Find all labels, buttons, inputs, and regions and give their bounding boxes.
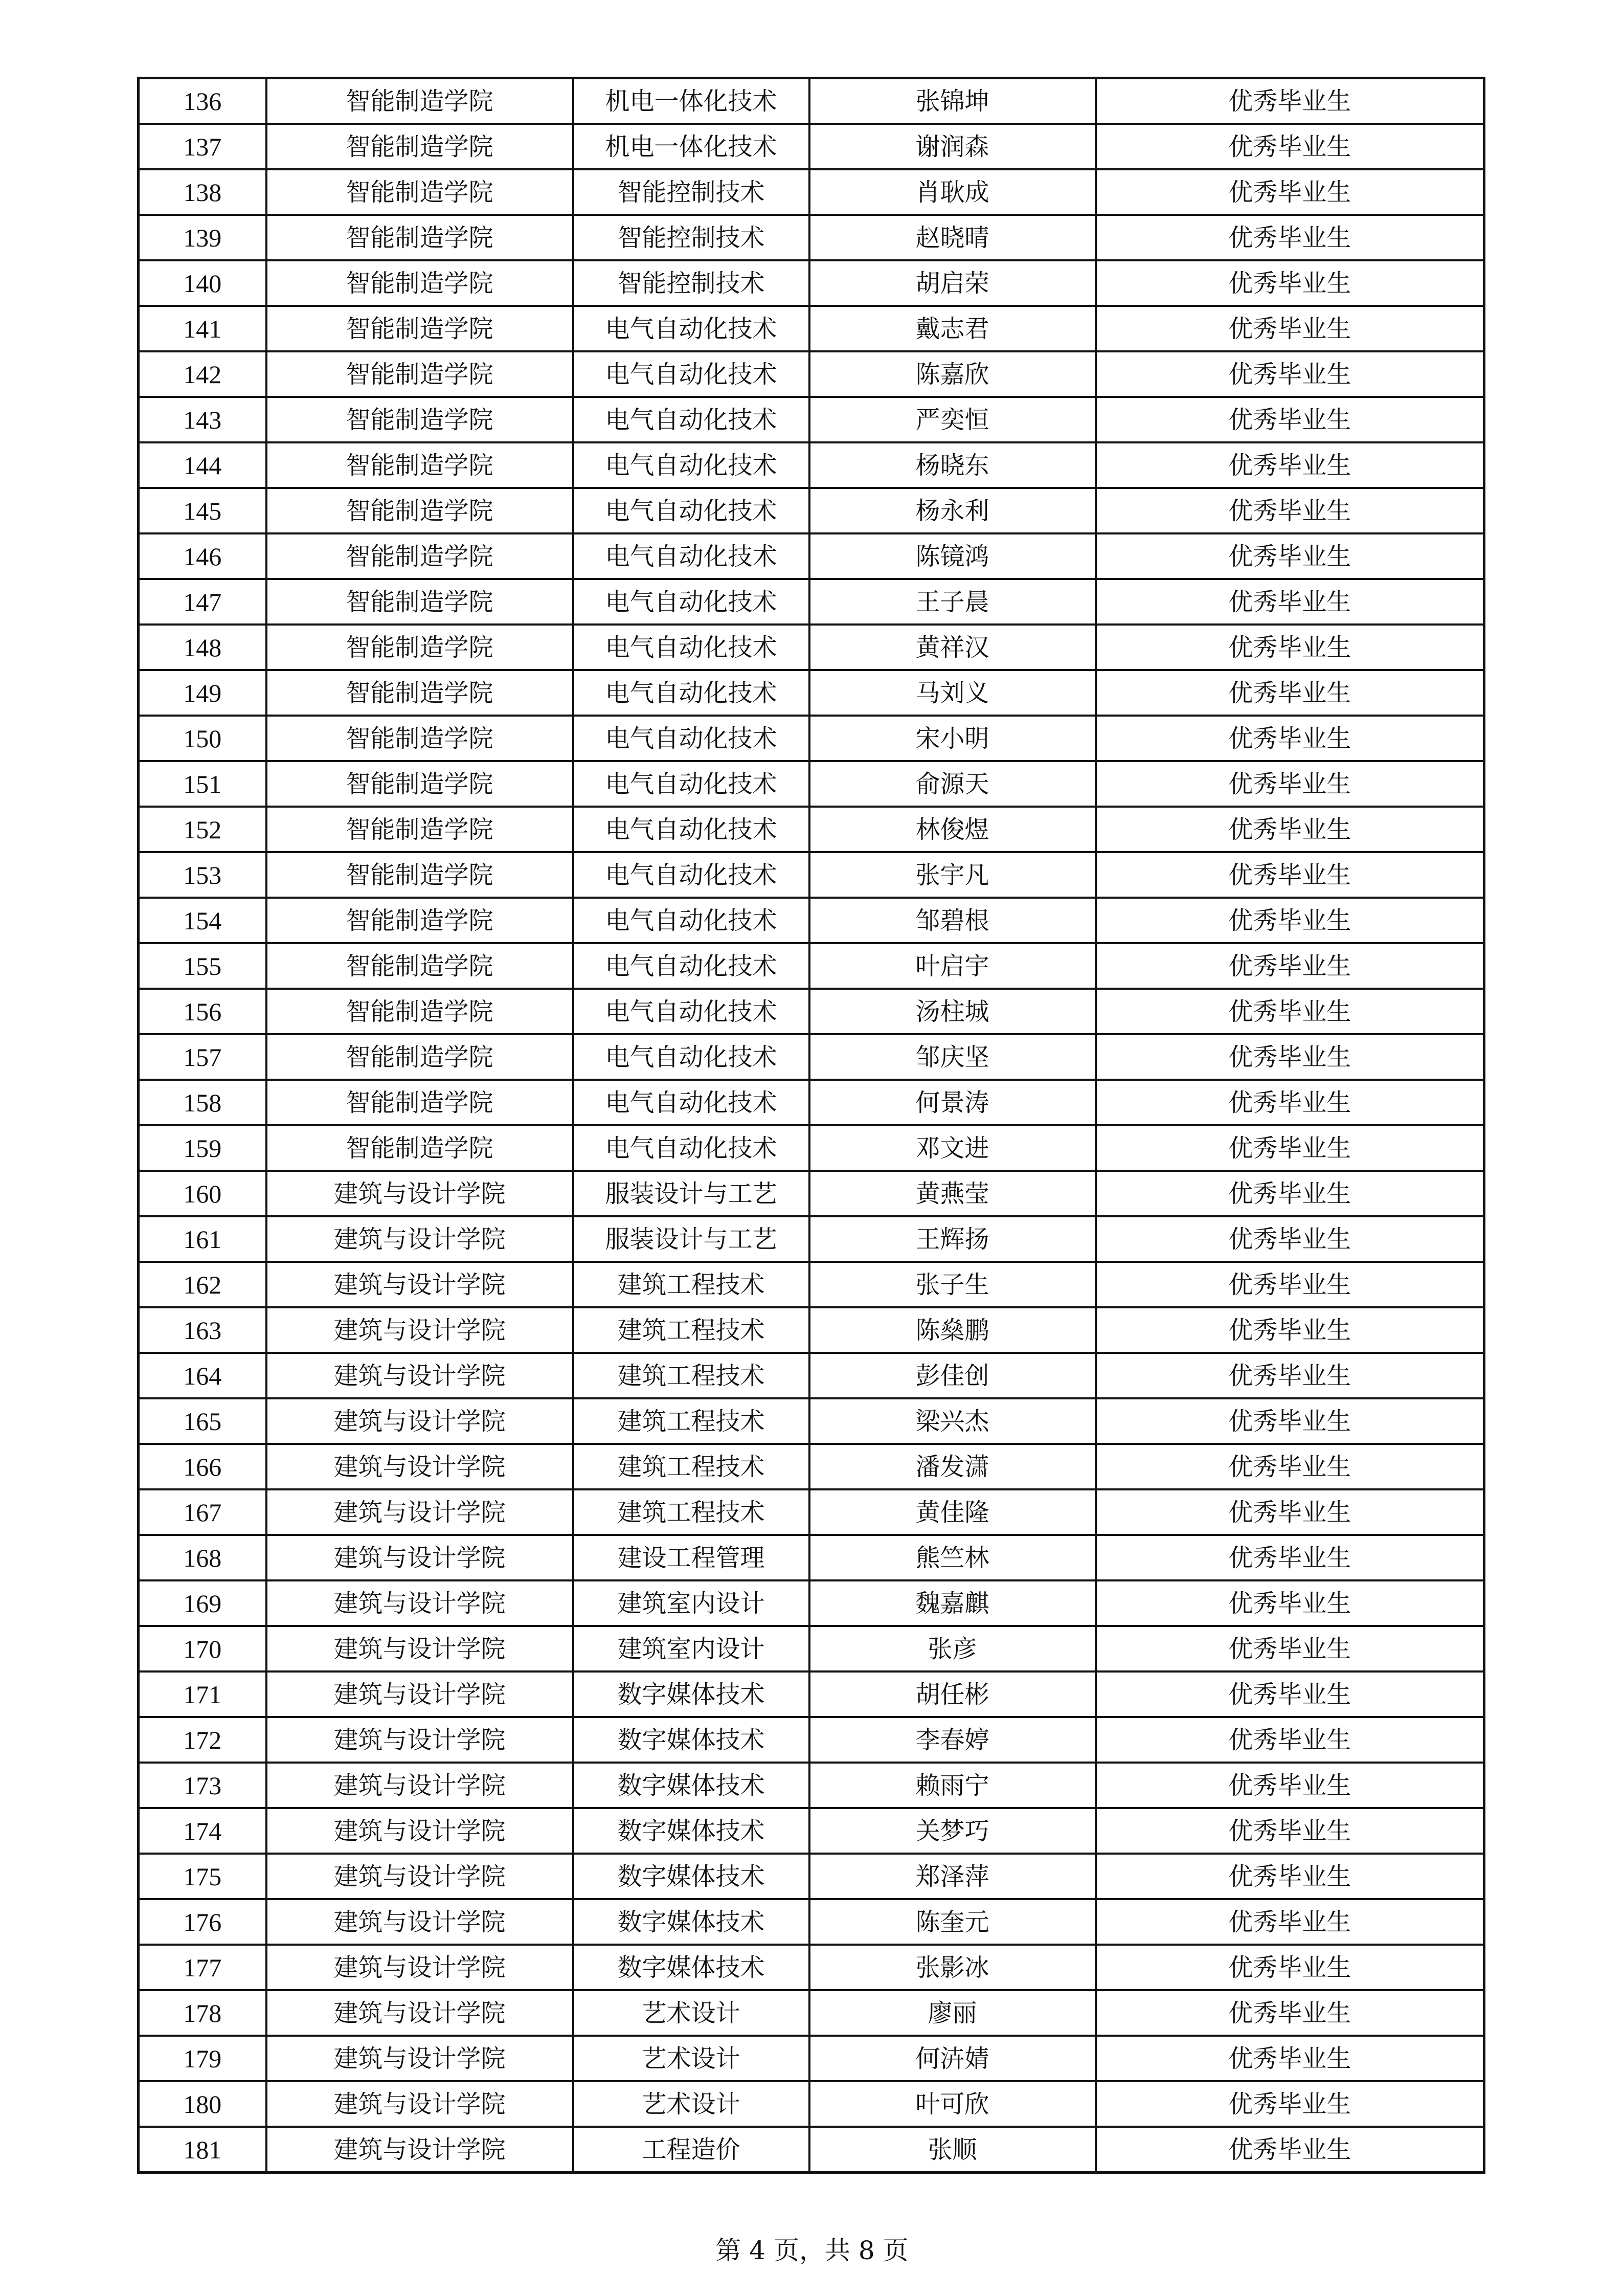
college-cell: 建筑与设计学院 bbox=[266, 1854, 573, 1899]
row-number-cell: 136 bbox=[139, 78, 266, 124]
major-cell: 电气自动化技术 bbox=[573, 989, 809, 1034]
major-cell: 建筑工程技术 bbox=[573, 1353, 809, 1398]
row-number-cell: 141 bbox=[139, 306, 266, 351]
row-number-cell: 181 bbox=[139, 2127, 266, 2173]
honor-cell: 优秀毕业生 bbox=[1096, 1307, 1484, 1353]
table-row bbox=[139, 1171, 1484, 1216]
table-row bbox=[139, 1535, 1484, 1580]
honor-cell: 优秀毕业生 bbox=[1096, 1216, 1484, 1262]
student-name-cell: 杨晓东 bbox=[809, 442, 1096, 488]
college-cell: 智能制造学院 bbox=[266, 761, 573, 807]
honor-cell: 优秀毕业生 bbox=[1096, 1080, 1484, 1125]
honor-cell: 优秀毕业生 bbox=[1096, 1535, 1484, 1580]
table-row bbox=[139, 488, 1484, 533]
college-cell: 建筑与设计学院 bbox=[266, 1307, 573, 1353]
table-body bbox=[139, 78, 1484, 2173]
table-row bbox=[139, 1717, 1484, 1763]
footer-suffix: 页 bbox=[874, 2236, 909, 2265]
major-cell: 电气自动化技术 bbox=[573, 1034, 809, 1080]
major-cell: 数字媒体技术 bbox=[573, 1808, 809, 1854]
footer-middle: 页，共 bbox=[765, 2236, 859, 2265]
college-cell: 建筑与设计学院 bbox=[266, 1489, 573, 1535]
table-row bbox=[139, 1125, 1484, 1171]
major-cell: 电气自动化技术 bbox=[573, 1125, 809, 1171]
major-cell: 建筑工程技术 bbox=[573, 1489, 809, 1535]
row-number-cell: 178 bbox=[139, 1990, 266, 2036]
college-cell: 建筑与设计学院 bbox=[266, 1171, 573, 1216]
table-row bbox=[139, 1945, 1484, 1990]
student-name-cell: 王子晨 bbox=[809, 579, 1096, 625]
college-cell: 智能制造学院 bbox=[266, 1125, 573, 1171]
major-cell: 服装设计与工艺 bbox=[573, 1171, 809, 1216]
college-cell: 建筑与设计学院 bbox=[266, 1945, 573, 1990]
student-name-cell: 何泋婧 bbox=[809, 2036, 1096, 2081]
student-name-cell: 张子生 bbox=[809, 1262, 1096, 1307]
row-number-cell: 142 bbox=[139, 351, 266, 397]
table-row bbox=[139, 78, 1484, 124]
row-number-cell: 163 bbox=[139, 1307, 266, 1353]
student-name-cell: 叶可欣 bbox=[809, 2081, 1096, 2127]
table-row bbox=[139, 1671, 1484, 1717]
major-cell: 电气自动化技术 bbox=[573, 716, 809, 761]
table-row bbox=[139, 761, 1484, 807]
student-name-cell: 杨永利 bbox=[809, 488, 1096, 533]
table-row bbox=[139, 2127, 1484, 2173]
major-cell: 服装设计与工艺 bbox=[573, 1216, 809, 1262]
graduate-list-table bbox=[137, 77, 1485, 2174]
college-cell: 智能制造学院 bbox=[266, 943, 573, 989]
table-row bbox=[139, 1034, 1484, 1080]
table-row bbox=[139, 1080, 1484, 1125]
college-cell: 智能制造学院 bbox=[266, 124, 573, 169]
major-cell: 机电一体化技术 bbox=[573, 78, 809, 124]
honor-cell: 优秀毕业生 bbox=[1096, 1899, 1484, 1945]
honor-cell: 优秀毕业生 bbox=[1096, 989, 1484, 1034]
college-cell: 建筑与设计学院 bbox=[266, 1535, 573, 1580]
table-row bbox=[139, 260, 1484, 306]
college-cell: 建筑与设计学院 bbox=[266, 1353, 573, 1398]
college-cell: 智能制造学院 bbox=[266, 215, 573, 260]
major-cell: 电气自动化技术 bbox=[573, 670, 809, 716]
row-number-cell: 166 bbox=[139, 1444, 266, 1489]
major-cell: 电气自动化技术 bbox=[573, 306, 809, 351]
student-name-cell: 胡任彬 bbox=[809, 1671, 1096, 1717]
major-cell: 电气自动化技术 bbox=[573, 852, 809, 898]
honor-cell: 优秀毕业生 bbox=[1096, 169, 1484, 215]
honor-cell: 优秀毕业生 bbox=[1096, 1034, 1484, 1080]
major-cell: 电气自动化技术 bbox=[573, 625, 809, 670]
student-name-cell: 潘发潇 bbox=[809, 1444, 1096, 1489]
row-number-cell: 161 bbox=[139, 1216, 266, 1262]
table-row bbox=[139, 1353, 1484, 1398]
major-cell: 建筑工程技术 bbox=[573, 1262, 809, 1307]
table-row bbox=[139, 351, 1484, 397]
college-cell: 智能制造学院 bbox=[266, 533, 573, 579]
student-name-cell: 肖耿成 bbox=[809, 169, 1096, 215]
major-cell: 建筑工程技术 bbox=[573, 1307, 809, 1353]
major-cell: 电气自动化技术 bbox=[573, 807, 809, 852]
student-name-cell: 张顺 bbox=[809, 2127, 1096, 2173]
major-cell: 电气自动化技术 bbox=[573, 898, 809, 943]
major-cell: 智能控制技术 bbox=[573, 215, 809, 260]
college-cell: 智能制造学院 bbox=[266, 1080, 573, 1125]
honor-cell: 优秀毕业生 bbox=[1096, 1717, 1484, 1763]
honor-cell: 优秀毕业生 bbox=[1096, 1990, 1484, 2036]
major-cell: 艺术设计 bbox=[573, 2036, 809, 2081]
student-name-cell: 戴志君 bbox=[809, 306, 1096, 351]
table-row bbox=[139, 1626, 1484, 1671]
row-number-cell: 150 bbox=[139, 716, 266, 761]
student-name-cell: 彭佳创 bbox=[809, 1353, 1096, 1398]
student-name-cell: 魏嘉麒 bbox=[809, 1580, 1096, 1626]
major-cell: 电气自动化技术 bbox=[573, 943, 809, 989]
student-name-cell: 陈镜鸿 bbox=[809, 533, 1096, 579]
row-number-cell: 137 bbox=[139, 124, 266, 169]
honor-cell: 优秀毕业生 bbox=[1096, 716, 1484, 761]
honor-cell: 优秀毕业生 bbox=[1096, 1626, 1484, 1671]
row-number-cell: 151 bbox=[139, 761, 266, 807]
honor-cell: 优秀毕业生 bbox=[1096, 1171, 1484, 1216]
student-name-cell: 关梦巧 bbox=[809, 1808, 1096, 1854]
student-name-cell: 熊竺林 bbox=[809, 1535, 1096, 1580]
student-name-cell: 邹庆坚 bbox=[809, 1034, 1096, 1080]
footer-prefix: 第 bbox=[715, 2236, 750, 2265]
student-name-cell: 马刘义 bbox=[809, 670, 1096, 716]
student-name-cell: 何景涛 bbox=[809, 1080, 1096, 1125]
college-cell: 智能制造学院 bbox=[266, 397, 573, 442]
row-number-cell: 156 bbox=[139, 989, 266, 1034]
honor-cell: 优秀毕业生 bbox=[1096, 1671, 1484, 1717]
major-cell: 电气自动化技术 bbox=[573, 442, 809, 488]
table-row bbox=[139, 1899, 1484, 1945]
major-cell: 建筑室内设计 bbox=[573, 1580, 809, 1626]
footer-page-number: 4 bbox=[749, 2236, 766, 2265]
table-row bbox=[139, 989, 1484, 1034]
row-number-cell: 174 bbox=[139, 1808, 266, 1854]
major-cell: 电气自动化技术 bbox=[573, 579, 809, 625]
major-cell: 数字媒体技术 bbox=[573, 1854, 809, 1899]
table-row bbox=[139, 1262, 1484, 1307]
table-row bbox=[139, 306, 1484, 351]
college-cell: 建筑与设计学院 bbox=[266, 1717, 573, 1763]
row-number-cell: 144 bbox=[139, 442, 266, 488]
student-name-cell: 廖丽 bbox=[809, 1990, 1096, 2036]
row-number-cell: 138 bbox=[139, 169, 266, 215]
row-number-cell: 168 bbox=[139, 1535, 266, 1580]
honor-cell: 优秀毕业生 bbox=[1096, 2081, 1484, 2127]
table-row bbox=[139, 533, 1484, 579]
college-cell: 建筑与设计学院 bbox=[266, 1671, 573, 1717]
table-row bbox=[139, 625, 1484, 670]
honor-cell: 优秀毕业生 bbox=[1096, 1489, 1484, 1535]
honor-cell: 优秀毕业生 bbox=[1096, 807, 1484, 852]
student-name-cell: 林俊煜 bbox=[809, 807, 1096, 852]
row-number-cell: 149 bbox=[139, 670, 266, 716]
student-name-cell: 张宇凡 bbox=[809, 852, 1096, 898]
row-number-cell: 179 bbox=[139, 2036, 266, 2081]
major-cell: 数字媒体技术 bbox=[573, 1945, 809, 1990]
row-number-cell: 155 bbox=[139, 943, 266, 989]
student-name-cell: 黄佳隆 bbox=[809, 1489, 1096, 1535]
student-name-cell: 陈奎元 bbox=[809, 1899, 1096, 1945]
page-footer bbox=[0, 2238, 1624, 2263]
student-name-cell: 邹碧根 bbox=[809, 898, 1096, 943]
student-name-cell: 谢润森 bbox=[809, 124, 1096, 169]
honor-cell: 优秀毕业生 bbox=[1096, 1125, 1484, 1171]
honor-cell: 优秀毕业生 bbox=[1096, 943, 1484, 989]
major-cell: 建设工程管理 bbox=[573, 1535, 809, 1580]
table-row bbox=[139, 2081, 1484, 2127]
student-name-cell: 郑泽萍 bbox=[809, 1854, 1096, 1899]
major-cell: 艺术设计 bbox=[573, 2081, 809, 2127]
row-number-cell: 169 bbox=[139, 1580, 266, 1626]
major-cell: 建筑室内设计 bbox=[573, 1626, 809, 1671]
college-cell: 智能制造学院 bbox=[266, 78, 573, 124]
table-row bbox=[139, 579, 1484, 625]
table-row bbox=[139, 1444, 1484, 1489]
major-cell: 艺术设计 bbox=[573, 1990, 809, 2036]
college-cell: 建筑与设计学院 bbox=[266, 1398, 573, 1444]
row-number-cell: 148 bbox=[139, 625, 266, 670]
row-number-cell: 176 bbox=[139, 1899, 266, 1945]
row-number-cell: 177 bbox=[139, 1945, 266, 1990]
honor-cell: 优秀毕业生 bbox=[1096, 761, 1484, 807]
table-row bbox=[139, 1763, 1484, 1808]
table-row bbox=[139, 169, 1484, 215]
footer-total-pages: 8 bbox=[858, 2236, 875, 2265]
honor-cell: 优秀毕业生 bbox=[1096, 852, 1484, 898]
honor-cell: 优秀毕业生 bbox=[1096, 397, 1484, 442]
honor-cell: 优秀毕业生 bbox=[1096, 260, 1484, 306]
honor-cell: 优秀毕业生 bbox=[1096, 670, 1484, 716]
college-cell: 建筑与设计学院 bbox=[266, 1580, 573, 1626]
student-name-cell: 李春婷 bbox=[809, 1717, 1096, 1763]
honor-cell: 优秀毕业生 bbox=[1096, 1262, 1484, 1307]
table-row bbox=[139, 2036, 1484, 2081]
row-number-cell: 154 bbox=[139, 898, 266, 943]
honor-cell: 优秀毕业生 bbox=[1096, 488, 1484, 533]
college-cell: 智能制造学院 bbox=[266, 716, 573, 761]
row-number-cell: 140 bbox=[139, 260, 266, 306]
row-number-cell: 180 bbox=[139, 2081, 266, 2127]
major-cell: 机电一体化技术 bbox=[573, 124, 809, 169]
college-cell: 建筑与设计学院 bbox=[266, 1763, 573, 1808]
college-cell: 智能制造学院 bbox=[266, 488, 573, 533]
college-cell: 建筑与设计学院 bbox=[266, 1808, 573, 1854]
row-number-cell: 175 bbox=[139, 1854, 266, 1899]
major-cell: 建筑工程技术 bbox=[573, 1444, 809, 1489]
student-name-cell: 赖雨宁 bbox=[809, 1763, 1096, 1808]
table-row bbox=[139, 716, 1484, 761]
honor-cell: 优秀毕业生 bbox=[1096, 1444, 1484, 1489]
row-number-cell: 162 bbox=[139, 1262, 266, 1307]
table-row bbox=[139, 397, 1484, 442]
major-cell: 数字媒体技术 bbox=[573, 1671, 809, 1717]
student-name-cell: 汤柱城 bbox=[809, 989, 1096, 1034]
college-cell: 智能制造学院 bbox=[266, 579, 573, 625]
honor-cell: 优秀毕业生 bbox=[1096, 1763, 1484, 1808]
college-cell: 智能制造学院 bbox=[266, 625, 573, 670]
row-number-cell: 152 bbox=[139, 807, 266, 852]
college-cell: 智能制造学院 bbox=[266, 306, 573, 351]
student-name-cell: 张锦坤 bbox=[809, 78, 1096, 124]
table-row bbox=[139, 1398, 1484, 1444]
row-number-cell: 143 bbox=[139, 397, 266, 442]
college-cell: 智能制造学院 bbox=[266, 852, 573, 898]
student-name-cell: 张彦 bbox=[809, 1626, 1096, 1671]
honor-cell: 优秀毕业生 bbox=[1096, 1808, 1484, 1854]
honor-cell: 优秀毕业生 bbox=[1096, 1854, 1484, 1899]
major-cell: 建筑工程技术 bbox=[573, 1398, 809, 1444]
honor-cell: 优秀毕业生 bbox=[1096, 2036, 1484, 2081]
college-cell: 建筑与设计学院 bbox=[266, 2127, 573, 2173]
row-number-cell: 164 bbox=[139, 1353, 266, 1398]
student-name-cell: 王辉扬 bbox=[809, 1216, 1096, 1262]
student-name-cell: 邓文进 bbox=[809, 1125, 1096, 1171]
student-name-cell: 赵晓晴 bbox=[809, 215, 1096, 260]
student-name-cell: 梁兴杰 bbox=[809, 1398, 1096, 1444]
table-row bbox=[139, 943, 1484, 989]
major-cell: 智能控制技术 bbox=[573, 260, 809, 306]
row-number-cell: 172 bbox=[139, 1717, 266, 1763]
honor-cell: 优秀毕业生 bbox=[1096, 1945, 1484, 1990]
honor-cell: 优秀毕业生 bbox=[1096, 533, 1484, 579]
college-cell: 智能制造学院 bbox=[266, 989, 573, 1034]
student-name-cell: 俞源天 bbox=[809, 761, 1096, 807]
college-cell: 建筑与设计学院 bbox=[266, 1444, 573, 1489]
major-cell: 电气自动化技术 bbox=[573, 1080, 809, 1125]
table-row bbox=[139, 442, 1484, 488]
student-name-cell: 陈燊鹏 bbox=[809, 1307, 1096, 1353]
table-row bbox=[139, 1990, 1484, 2036]
student-name-cell: 张影冰 bbox=[809, 1945, 1096, 1990]
major-cell: 电气自动化技术 bbox=[573, 533, 809, 579]
college-cell: 智能制造学院 bbox=[266, 351, 573, 397]
row-number-cell: 157 bbox=[139, 1034, 266, 1080]
honor-cell: 优秀毕业生 bbox=[1096, 306, 1484, 351]
college-cell: 建筑与设计学院 bbox=[266, 1626, 573, 1671]
honor-cell: 优秀毕业生 bbox=[1096, 124, 1484, 169]
table-row bbox=[139, 215, 1484, 260]
college-cell: 建筑与设计学院 bbox=[266, 2036, 573, 2081]
college-cell: 智能制造学院 bbox=[266, 807, 573, 852]
table-row bbox=[139, 1307, 1484, 1353]
honor-cell: 优秀毕业生 bbox=[1096, 442, 1484, 488]
honor-cell: 优秀毕业生 bbox=[1096, 2127, 1484, 2173]
student-name-cell: 胡启荣 bbox=[809, 260, 1096, 306]
table-row bbox=[139, 807, 1484, 852]
college-cell: 智能制造学院 bbox=[266, 670, 573, 716]
row-number-cell: 153 bbox=[139, 852, 266, 898]
table-row bbox=[139, 1216, 1484, 1262]
row-number-cell: 173 bbox=[139, 1763, 266, 1808]
major-cell: 智能控制技术 bbox=[573, 169, 809, 215]
major-cell: 数字媒体技术 bbox=[573, 1763, 809, 1808]
student-name-cell: 宋小明 bbox=[809, 716, 1096, 761]
table-row bbox=[139, 1489, 1484, 1535]
table-row bbox=[139, 1808, 1484, 1854]
table-row bbox=[139, 124, 1484, 169]
college-cell: 建筑与设计学院 bbox=[266, 1262, 573, 1307]
college-cell: 智能制造学院 bbox=[266, 442, 573, 488]
honor-cell: 优秀毕业生 bbox=[1096, 1398, 1484, 1444]
student-name-cell: 黄燕莹 bbox=[809, 1171, 1096, 1216]
row-number-cell: 147 bbox=[139, 579, 266, 625]
major-cell: 电气自动化技术 bbox=[573, 351, 809, 397]
table-row bbox=[139, 852, 1484, 898]
college-cell: 智能制造学院 bbox=[266, 1034, 573, 1080]
student-name-cell: 叶启宇 bbox=[809, 943, 1096, 989]
college-cell: 智能制造学院 bbox=[266, 260, 573, 306]
honor-cell: 优秀毕业生 bbox=[1096, 625, 1484, 670]
row-number-cell: 170 bbox=[139, 1626, 266, 1671]
honor-cell: 优秀毕业生 bbox=[1096, 351, 1484, 397]
row-number-cell: 165 bbox=[139, 1398, 266, 1444]
row-number-cell: 139 bbox=[139, 215, 266, 260]
student-name-cell: 陈嘉欣 bbox=[809, 351, 1096, 397]
student-name-cell: 严奕恒 bbox=[809, 397, 1096, 442]
college-cell: 智能制造学院 bbox=[266, 169, 573, 215]
row-number-cell: 160 bbox=[139, 1171, 266, 1216]
row-number-cell: 145 bbox=[139, 488, 266, 533]
table-row bbox=[139, 898, 1484, 943]
table-row bbox=[139, 670, 1484, 716]
major-cell: 工程造价 bbox=[573, 2127, 809, 2173]
row-number-cell: 167 bbox=[139, 1489, 266, 1535]
major-cell: 电气自动化技术 bbox=[573, 397, 809, 442]
honor-cell: 优秀毕业生 bbox=[1096, 1580, 1484, 1626]
row-number-cell: 146 bbox=[139, 533, 266, 579]
row-number-cell: 159 bbox=[139, 1125, 266, 1171]
major-cell: 数字媒体技术 bbox=[573, 1717, 809, 1763]
row-number-cell: 158 bbox=[139, 1080, 266, 1125]
college-cell: 建筑与设计学院 bbox=[266, 1990, 573, 2036]
honor-cell: 优秀毕业生 bbox=[1096, 78, 1484, 124]
major-cell: 电气自动化技术 bbox=[573, 488, 809, 533]
college-cell: 建筑与设计学院 bbox=[266, 2081, 573, 2127]
honor-cell: 优秀毕业生 bbox=[1096, 898, 1484, 943]
honor-cell: 优秀毕业生 bbox=[1096, 215, 1484, 260]
table-row bbox=[139, 1854, 1484, 1899]
college-cell: 建筑与设计学院 bbox=[266, 1216, 573, 1262]
row-number-cell: 171 bbox=[139, 1671, 266, 1717]
student-name-cell: 黄祥汉 bbox=[809, 625, 1096, 670]
major-cell: 电气自动化技术 bbox=[573, 761, 809, 807]
honor-cell: 优秀毕业生 bbox=[1096, 1353, 1484, 1398]
major-cell: 数字媒体技术 bbox=[573, 1899, 809, 1945]
table-row bbox=[139, 1580, 1484, 1626]
college-cell: 建筑与设计学院 bbox=[266, 1899, 573, 1945]
honor-cell: 优秀毕业生 bbox=[1096, 579, 1484, 625]
college-cell: 智能制造学院 bbox=[266, 898, 573, 943]
